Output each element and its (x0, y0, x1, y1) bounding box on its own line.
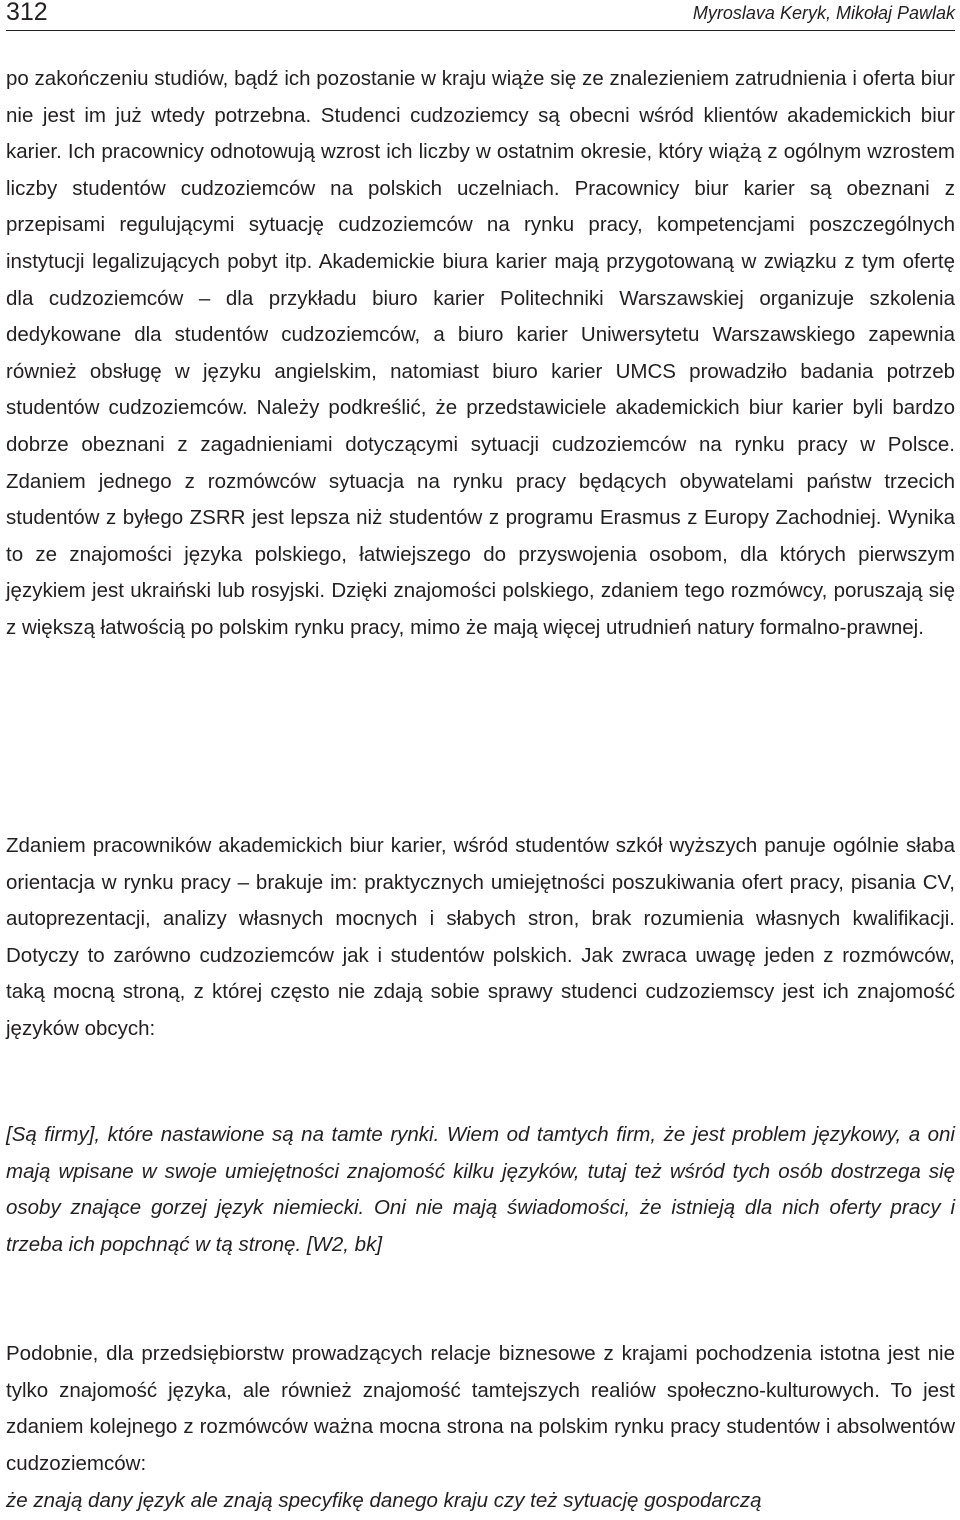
body-paragraph: po zakończeniu studiów, bądź ich pozostanie w kraju wiąże się ze znalezieniem zatrudnienia i oferta biur nie jest im już wtedy potrzebna. Studenci cudzoziemcy są obecni wśród klientów akademickich biur karier. Ich pracownicy odnotowują wzrost ich liczby w ostatnim okresie, który wiążą z ogólnym wzrostem liczby studentów cudzoziemców na polskich uczelniach. Pracownicy biur karier są obeznani z przepisami regulującymi sytuację cudzoziemców na rynku pracy, kompetencjami poszczególnych instytucji legalizujących pobyt itp. Akademickie biura karier mają przygotowaną w związku z tym ofertę dla cudzoziemców – dla przykładu biuro karier Politechniki Warszawskiej organizuje szkolenia dedykowane dla studentów cudzoziemców, a biuro karier Uniwersytetu Warszawskiego zapewnia również obsługę w języku angielskim, natomiast biuro karier UMCS prowadziło badania potrzeb studentów cudzoziemców. Należy podkreślić, że przedstawiciele akademickich biur karier byli bardzo dobrze obeznani z zagadnieniami dotyczącymi sytuacji cudzoziemców na rynku pracy w Polsce. Zdaniem jednego z rozmówców sytuacja na rynku pracy będących obywatelami państw trzecich studentów z byłego ZSRR jest lepsza niż studentów z programu Erasmus z Europy Zachodniej. Wynika to ze znajomości języka polskiego, łatwiejszego do przyswojenia osobom, dla których pierwszym językiem jest ukraiński lub rosyjski. Dzięki znajomości polskiego, zdaniem tego rozmówcy, poruszają się z większą łatwością po polskim rynku pracy, mimo że mają więcej utrudnień natury formalno-prawnej. (6, 67, 955, 639)
interview-quote: że znają dany język ale znają specyfikę danego kraju czy też sytuację gospodarczą (6, 1489, 762, 1512)
document-page (6, 0, 955, 1512)
interview-quote: [Są firmy], które nastawione są na tamte rynki. Wiem od tamtych firm, że jest problem językowy, a oni mają wpisane w swoje umiejętności znajomość kilku języków, tutaj też wśród tych osób dostrzega się osoby znające gorzej język niemiecki. Oni nie mają świadomości, że istnieją dla nich oferty pracy i trzeba ich popchnąć w tą stronę. [W2, bk] (6, 1123, 955, 1256)
body-paragraph: Podobnie, dla przedsiębiorstw prowadzących relacje biznesowe z krajami pochodzenia istotna jest nie tylko znajomość języka, ale również znajomość tamtejszych realiów społeczno-kulturowych. To jest zdaniem kolejnego z rozmówców ważna mocna strona na polskim rynku pracy studentów i absolwentów cudzoziemców: (6, 1342, 955, 1475)
page-number: 312 (6, 0, 48, 26)
body-paragraph: Zdaniem pracowników akademickich biur karier, wśród studentów szkół wyższych panuje ogólnie słaba orientacja w rynku pracy – brakuje im: praktycznych umiejętności poszukiwania ofert pracy, pisania CV, autoprezentacji, analizy własnych mocnych i słabych stron, brak rozumienia własnych kwalifikacji. Dotyczy to zarówno cudzoziemców jak i studentów polskich. Jak zwraca uwagę jeden z rozmówców, taką mocną stroną, z której często nie zdają sobie sprawy studenci cudzoziemscy jest ich znajomość języków obcych: (6, 834, 955, 1040)
page-header (6, 0, 955, 31)
running-head: Myroslava Keryk, Mikołaj Pawlak (692, 3, 955, 23)
